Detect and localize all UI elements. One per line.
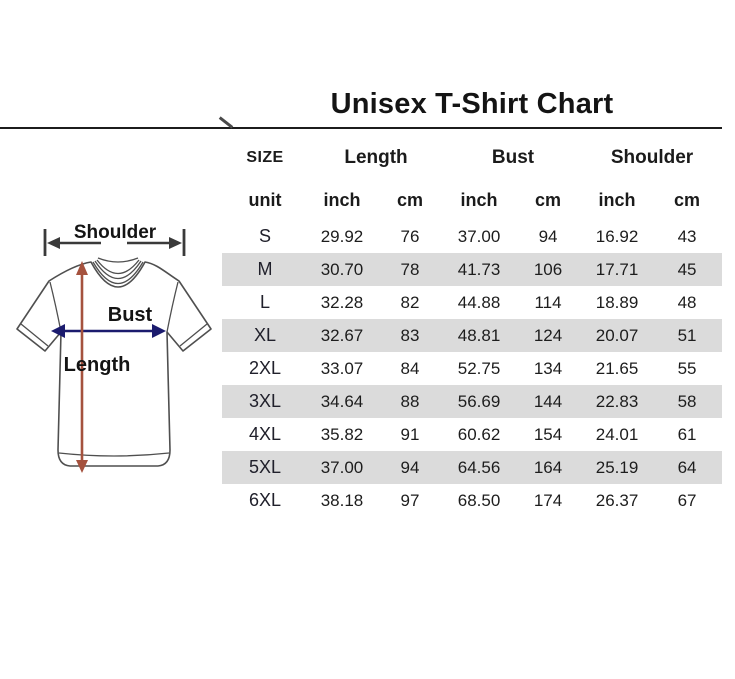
shoulder-cm-cell: 55 xyxy=(677,358,697,378)
size-table-body xyxy=(222,220,722,517)
bust-inch-cell: 56.69 xyxy=(457,391,501,411)
page-title: Unisex T-Shirt Chart xyxy=(330,88,614,120)
bust-cm-cell: 94 xyxy=(538,226,558,246)
shoulder-cm-cell: 43 xyxy=(677,226,697,246)
size-cell: L xyxy=(259,292,270,312)
shoulder-cm-cell: 45 xyxy=(677,259,697,279)
bust-inch-cell: 64.56 xyxy=(457,457,501,477)
table-row xyxy=(222,451,722,484)
length-inch-cell: 37.00 xyxy=(320,457,364,477)
bust-cm-cell: 144 xyxy=(533,391,563,411)
length-inch-cell: 33.07 xyxy=(320,358,364,378)
shoulder-cm-cell: 51 xyxy=(677,325,697,345)
shoulder-inch-header: inch xyxy=(598,189,636,210)
length-inch-cell: 30.70 xyxy=(320,259,364,279)
shoulder-arrow-left-head xyxy=(47,237,60,249)
shoulder-cm-cell: 67 xyxy=(677,490,697,510)
shoulder-inch-cell: 25.19 xyxy=(595,457,639,477)
bust-inch-cell: 37.00 xyxy=(457,226,501,246)
size-cell: 4XL xyxy=(248,424,282,444)
bust-inch-cell: 41.73 xyxy=(457,259,501,279)
size-table xyxy=(222,136,722,517)
col-header-length: Length xyxy=(344,147,408,168)
size-cell: 5XL xyxy=(248,457,282,477)
bust-cm-cell: 134 xyxy=(533,358,563,378)
length-cm-cell: 83 xyxy=(400,325,420,345)
bust-cm-cell: 106 xyxy=(533,259,563,279)
bust-cm-cell: 124 xyxy=(533,325,563,345)
length-cm-cell: 78 xyxy=(400,259,420,279)
bust-cm-cell: 164 xyxy=(533,457,563,477)
length-cm-cell: 82 xyxy=(400,292,420,312)
table-row xyxy=(222,286,722,319)
bust-inch-cell: 44.88 xyxy=(457,292,501,312)
shoulder-cm-header: cm xyxy=(674,189,701,210)
shoulder-inch-cell: 26.37 xyxy=(595,490,639,510)
shoulder-arrow-right-head xyxy=(169,237,182,249)
collar-rib-middle xyxy=(95,261,141,279)
bust-cm-cell: 174 xyxy=(533,490,563,510)
bust-label: Bust xyxy=(107,304,153,326)
bust-inch-cell: 48.81 xyxy=(457,325,501,345)
shoulder-inch-cell: 21.65 xyxy=(595,358,639,378)
shoulder-inch-cell: 22.83 xyxy=(595,391,639,411)
col-header-bust: Bust xyxy=(491,147,535,168)
title-underline xyxy=(0,127,722,129)
table-row xyxy=(222,319,722,352)
size-cell: 3XL xyxy=(248,391,282,411)
shoulder-inch-cell: 17.71 xyxy=(595,259,639,279)
col-header-shoulder: Shoulder xyxy=(610,147,694,168)
size-cell: 6XL xyxy=(248,490,282,510)
bust-inch-cell: 52.75 xyxy=(457,358,501,378)
bust-inch-cell: 60.62 xyxy=(457,424,501,444)
length-label: Length xyxy=(63,354,131,376)
collar-back-line xyxy=(98,258,138,262)
table-row xyxy=(222,418,722,451)
length-inch-cell: 32.67 xyxy=(320,325,364,345)
table-row xyxy=(222,484,722,517)
shoulder-inch-cell: 18.89 xyxy=(595,292,639,312)
shoulder-inch-cell: 20.07 xyxy=(595,325,639,345)
table-row xyxy=(222,253,722,286)
unit-header: unit xyxy=(248,189,282,210)
shoulder-inch-cell: 24.01 xyxy=(595,424,639,444)
col-header-size: SIZE xyxy=(246,149,284,166)
bust-cm-cell: 114 xyxy=(534,292,562,312)
length-cm-cell: 94 xyxy=(400,457,420,477)
table-row xyxy=(222,385,722,418)
length-cm-cell: 91 xyxy=(400,424,420,444)
length-cm-cell: 84 xyxy=(400,358,420,378)
bust-inch-header: inch xyxy=(460,189,498,210)
length-inch-cell: 35.82 xyxy=(320,424,364,444)
table-unit-header-row xyxy=(222,180,722,220)
length-cm-cell: 76 xyxy=(400,226,420,246)
table-row xyxy=(222,220,722,253)
table-group-header-row xyxy=(222,136,722,180)
size-cell: M xyxy=(257,259,273,279)
shoulder-cm-cell: 48 xyxy=(677,292,697,312)
length-cm-cell: 88 xyxy=(400,391,420,411)
shoulder-label: Shoulder xyxy=(73,222,157,243)
size-cell: 2XL xyxy=(248,358,282,378)
length-cm-header: cm xyxy=(397,189,424,210)
table-row xyxy=(222,352,722,385)
bust-cm-header: cm xyxy=(535,189,562,210)
length-inch-cell: 34.64 xyxy=(320,391,364,411)
length-inch-header: inch xyxy=(323,189,361,210)
bust-cm-cell: 154 xyxy=(533,424,563,444)
length-inch-cell: 38.18 xyxy=(320,490,364,510)
shoulder-cm-cell: 64 xyxy=(677,457,697,477)
length-inch-cell: 29.92 xyxy=(320,226,364,246)
size-cell: S xyxy=(258,226,271,246)
bust-inch-cell: 68.50 xyxy=(457,490,501,510)
shoulder-cm-cell: 61 xyxy=(677,424,697,444)
shoulder-cm-cell: 58 xyxy=(677,391,697,411)
tshirt-measurement-diagram xyxy=(10,215,220,490)
length-cm-cell: 97 xyxy=(400,490,420,510)
shoulder-inch-cell: 16.92 xyxy=(595,226,639,246)
size-cell: XL xyxy=(253,325,277,345)
length-inch-cell: 32.28 xyxy=(320,292,364,312)
